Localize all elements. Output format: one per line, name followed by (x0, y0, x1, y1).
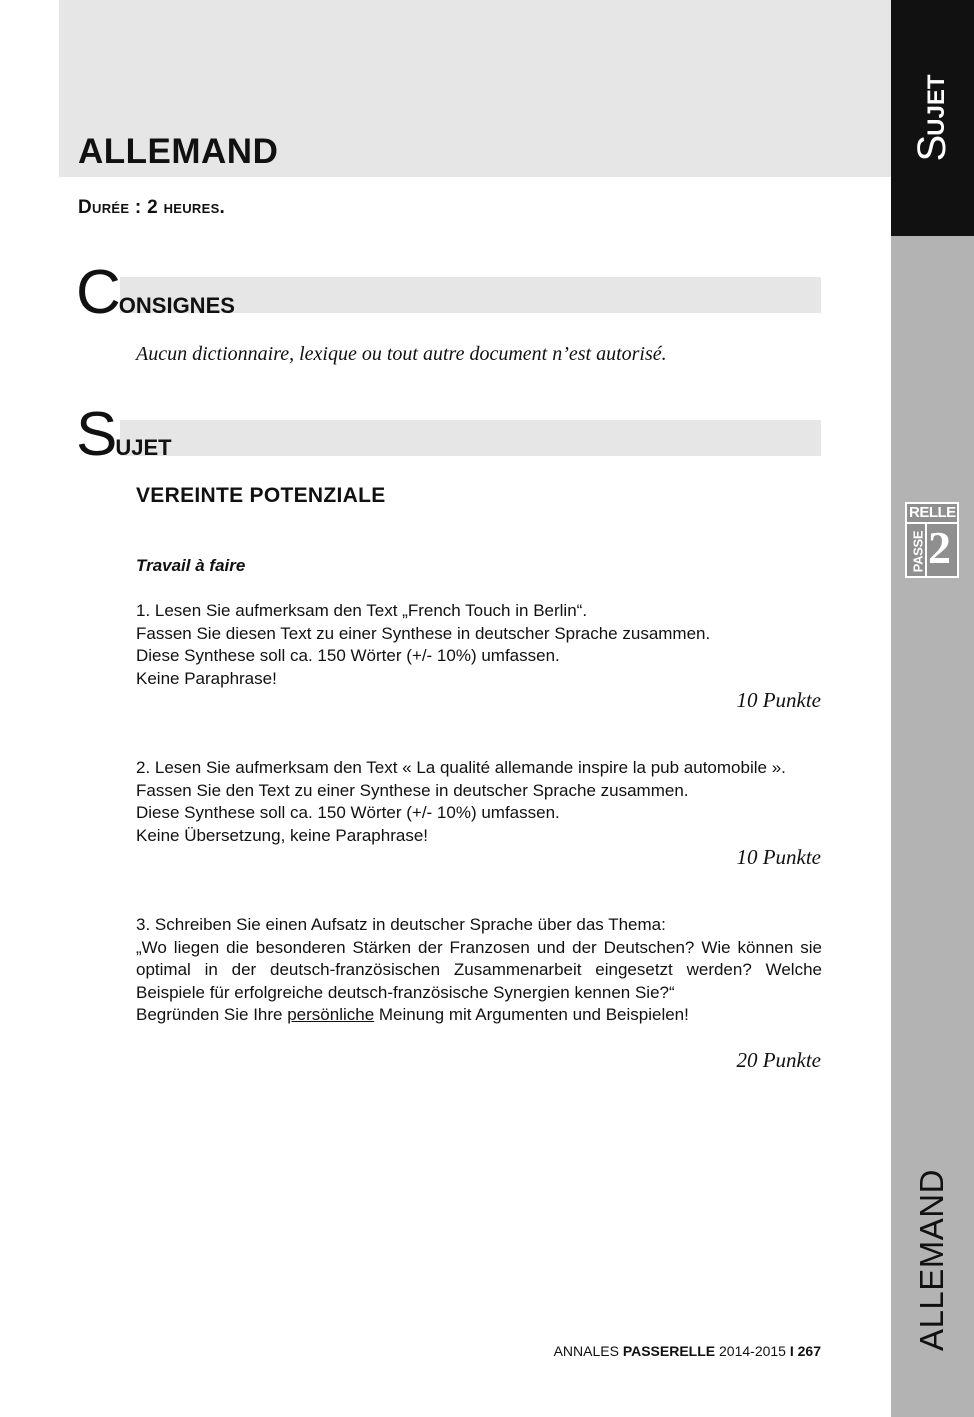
side-tab-sujet-rest: UJET (923, 74, 950, 136)
consignes-text: Aucun dictionnaire, lexique ou tout autre document n’est autorisé. (136, 343, 667, 365)
logo-passe: PASSE (910, 530, 926, 573)
task-1-points: 10 Punkte (736, 688, 821, 712)
subject-title: VEREINTE POTENZIALE (136, 484, 386, 507)
page-number: 267 (793, 1343, 821, 1359)
side-tab-sujet-label (910, 74, 954, 162)
task-line: Diese Synthese soll ca. 150 Wörter (+/- 10%) umfassen. (136, 646, 560, 666)
task-line: Keine Paraphrase! (136, 668, 277, 688)
page-footer (460, 1343, 821, 1359)
task-line: 1. Lesen Sie aufmerksam den Text „French Touch in Berlin“. (136, 601, 588, 620)
sujet-heading-initial: S (76, 400, 118, 469)
sujet-heading-rest: UJET (115, 435, 172, 460)
footer-brand: PASSERELLE (622, 1343, 716, 1359)
sujet-heading-bar (120, 420, 821, 456)
footer-years: 2014-2015 (715, 1343, 790, 1359)
side-tab-subject-label: ALLEMAND (913, 1169, 950, 1351)
exam-duration: Durée : 2 heures. (78, 197, 226, 218)
task-line: 3. Schreiben Sie einen Aufsatz in deutscher Sprache über das Thema: (136, 915, 666, 934)
task-line: „Wo liegen die besonderen Stärken der Franzosen und der Deutschen? Wie können sie optimal in der deutsch-französischen Zusammenarbeit eingesetzt werden? Welche Beispiele für erfolgreiche deutsch-französische Synergien kennen Sie?“ (136, 937, 822, 1002)
task-line: Diese Synthese soll ca. 150 Wörter (+/- 10%) umfassen. (136, 803, 560, 823)
task-last-line (136, 1004, 822, 1027)
task-last-line-before: Begründen Sie Ihre (136, 1005, 288, 1025)
footer-separator: I (789, 1343, 794, 1359)
task-label: Travail à faire (136, 556, 246, 575)
side-tab-sujet-initial: S (910, 134, 954, 162)
logo-relle: RELLE (909, 504, 956, 521)
task-2-points: 10 Punkte (736, 845, 821, 869)
consignes-heading-rest: ONSIGNES (118, 293, 235, 318)
task-line: Fassen Sie den Text zu einer Synthese in deutscher Sprache zusammen. (136, 780, 689, 800)
task-last-line-after: Meinung mit Argumenten und Beispielen! (374, 1005, 689, 1025)
task-3 (136, 914, 822, 1027)
sujet-heading (76, 400, 172, 469)
logo-number: 2 (928, 522, 951, 573)
underlined-word: persönliche (287, 1005, 375, 1025)
task-3-points: 20 Punkte (736, 1048, 821, 1072)
consignes-heading-initial: C (76, 258, 121, 327)
footer-prefix: ANNALES (553, 1343, 623, 1359)
task-1 (136, 600, 822, 690)
task-line: Fassen Sie diesen Text zu einer Synthese in deutscher Sprache zusammen. (136, 623, 711, 643)
task-line: 2. Lesen Sie aufmerksam den Text « La qualité allemande inspire la pub automobile ». (136, 758, 786, 777)
passerelle-2-logo (905, 502, 959, 578)
task-2 (136, 757, 822, 847)
task-line: Keine Übersetzung, keine Paraphrase! (136, 825, 429, 845)
consignes-heading (76, 258, 235, 327)
page-title: ALLEMAND (78, 132, 279, 171)
